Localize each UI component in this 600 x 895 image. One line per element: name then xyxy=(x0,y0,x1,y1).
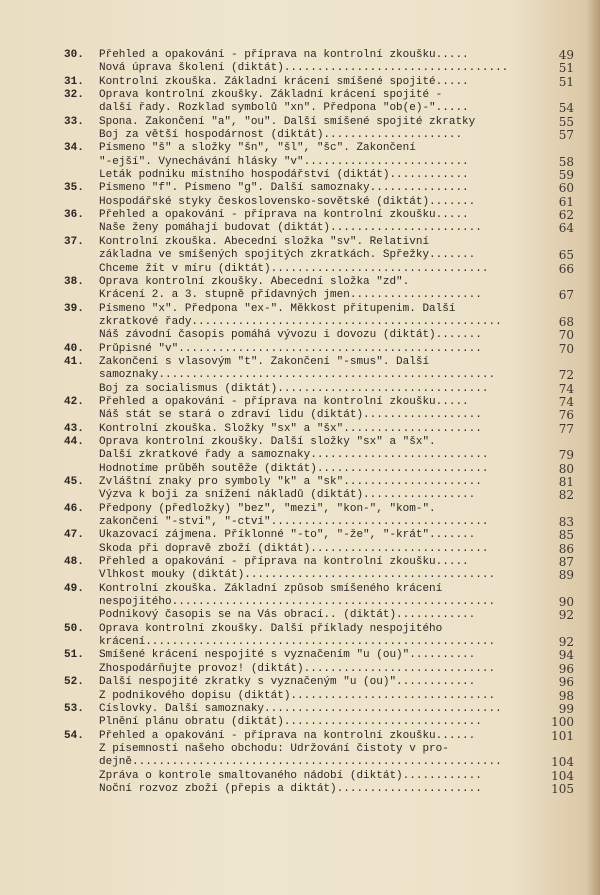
toc-entry xyxy=(64,196,574,209)
toc-entry xyxy=(64,62,574,75)
lesson-number: 30. xyxy=(64,49,84,61)
entry-title: "-ejší". Vynechávání hlásky "v"......................... xyxy=(99,155,469,168)
entry-title: Ukazovací zájmena. Příklonné "-to", "-že", "-krát"....... xyxy=(99,529,476,542)
entry-title: Zhospodárňujte provoz! (diktát)............................. xyxy=(99,662,496,675)
entry-title: Kontrolní zkouška. Abecední složka "sv". Relativní xyxy=(99,235,430,248)
entry-title: Průpisné "v".............................................. xyxy=(99,342,482,355)
entry-title: Přehled a opakování - příprava na kontrolní zkoušku..... xyxy=(99,395,469,408)
page-number: 89 xyxy=(558,568,574,583)
page-number: 101 xyxy=(551,728,574,743)
entry-title: Krácení 2. a 3. stupně přídavných jmen.................... xyxy=(99,289,482,302)
entry-title: Zpráva o kontrole smaltovaného nádobí (diktát)............ xyxy=(99,769,482,782)
entry-title: Náš závodní časopis pomáhá vývozu i dovozu (diktát)....... xyxy=(99,329,482,342)
entry-title: Zakončení s vlasovým "t". Zakončení "-smus". Další xyxy=(99,355,430,368)
toc-entry xyxy=(64,556,574,569)
page-number: 54 xyxy=(558,101,574,116)
page-number: 65 xyxy=(558,248,574,263)
page-number: 105 xyxy=(551,781,574,796)
page-number: 104 xyxy=(551,768,574,783)
entry-title: zkratkové řady............................................... xyxy=(99,315,502,328)
page-number: 87 xyxy=(558,555,574,570)
lesson-number: 31. xyxy=(64,75,84,88)
toc-entry xyxy=(64,156,574,169)
lesson-number: 32. xyxy=(64,89,84,102)
lesson-number: 53. xyxy=(64,702,84,715)
toc-entry xyxy=(64,249,574,262)
lesson-number: 54. xyxy=(64,729,84,742)
entry-title: Boj za socialismus (diktát)................................ xyxy=(99,382,489,395)
toc-entry xyxy=(64,209,574,222)
page-number: 57 xyxy=(558,128,574,143)
entry-title: Leták podniku místního hospodářství (diktát)............ xyxy=(99,169,469,182)
toc-entry xyxy=(64,463,574,476)
page-number: 70 xyxy=(558,341,574,356)
toc-entry xyxy=(64,236,574,249)
toc-entry xyxy=(64,503,574,516)
toc-entry xyxy=(64,383,574,396)
page-number: 96 xyxy=(558,661,574,676)
entry-title: Další nespojité zkratky s vyznačeným "u (ou)"............ xyxy=(99,676,476,689)
page-number: 68 xyxy=(558,314,574,329)
page-number: 96 xyxy=(558,675,574,690)
lesson-number: 45. xyxy=(64,476,84,488)
entry-title: Nová úprava školení (diktát).................................. xyxy=(99,62,509,75)
page-number: 94 xyxy=(558,648,574,663)
toc-entry xyxy=(64,169,574,182)
lesson-number: 36. xyxy=(64,209,84,222)
page-number: 66 xyxy=(558,261,574,276)
page-number: 55 xyxy=(558,114,574,129)
toc-entry xyxy=(64,609,574,622)
lesson-number: 44. xyxy=(64,435,84,448)
page-number: 81 xyxy=(558,475,574,489)
toc-entry xyxy=(64,663,574,676)
toc-entry xyxy=(64,369,574,382)
toc-entry xyxy=(64,623,574,636)
page-number: 51 xyxy=(558,61,574,76)
lesson-number: 47. xyxy=(64,529,84,542)
entry-title: Předpony (předložky) "bez", "mezi", "kon-", "kom-". xyxy=(99,502,436,515)
page-number: 77 xyxy=(558,421,574,436)
entry-title: Náš stát se stará o zdraví lidu (diktát).................. xyxy=(99,409,482,422)
entry-title: Naše ženy pomáhají budovat (diktát)....................... xyxy=(99,222,482,235)
entry-title: Spona. Zakončení "a", "ou". Další smíšené spojité zkratky xyxy=(99,115,476,128)
toc-entry xyxy=(64,516,574,529)
toc-entry xyxy=(64,583,574,596)
page-number: 82 xyxy=(558,488,574,503)
page-number: 104 xyxy=(551,755,574,770)
lesson-number: 41. xyxy=(64,355,84,368)
lesson-number: 49. xyxy=(64,582,84,595)
toc-entry xyxy=(64,730,574,743)
entry-title: Vlhkost mouky (diktát)...................................... xyxy=(99,569,496,582)
toc-entry xyxy=(64,703,574,716)
toc-entry xyxy=(64,423,574,436)
page-number: 74 xyxy=(558,381,574,396)
entry-title: Další zkratkové řady a samoznaky........................... xyxy=(99,449,489,462)
entry-title: Přehled a opakování - příprava na kontrolní zkoušku..... xyxy=(99,556,469,569)
entry-title: Plnění plánu obratu (diktát).............................. xyxy=(99,716,482,729)
page-number: 99 xyxy=(558,701,574,716)
lesson-number: 52. xyxy=(64,676,84,689)
entry-title: základna ve smíšených spojitých zkratkách. Spřežky....... xyxy=(99,249,476,262)
page-number: 90 xyxy=(558,595,574,610)
toc-entry xyxy=(64,343,574,356)
page-number: 61 xyxy=(558,194,574,209)
toc-entry xyxy=(64,316,574,329)
page-number: 76 xyxy=(558,408,574,423)
toc-entry xyxy=(64,89,574,102)
entry-title: Písmeno "x". Předpona "ex-". Měkkost přitupenim. Další xyxy=(99,302,456,315)
lesson-number: 42. xyxy=(64,395,84,408)
entry-title: další řady. Rozklad symbolů "xn". Předpona "ob(e)-"..... xyxy=(99,102,469,115)
toc-entry xyxy=(64,303,574,316)
entry-title: Boj za větší hospodárnost (diktát)..................... xyxy=(99,129,463,142)
page-number: 51 xyxy=(558,74,574,89)
entry-title: Číslovky. Další samoznaky.................................... xyxy=(99,702,502,715)
page-number: 59 xyxy=(558,168,574,183)
toc-entry xyxy=(64,102,574,115)
lesson-number: 46. xyxy=(64,502,84,515)
lesson-number: 40. xyxy=(64,342,84,355)
toc-entry xyxy=(64,529,574,542)
entry-title: Písmeno "f". Písmeno "g". Další samoznaky............... xyxy=(99,182,469,195)
toc-entry xyxy=(64,222,574,235)
toc-entry xyxy=(64,690,574,703)
toc-entry xyxy=(64,543,574,556)
toc-entry xyxy=(64,476,574,489)
toc-entry xyxy=(64,676,574,689)
table-of-contents xyxy=(64,49,574,796)
entry-title: zakončení "-stvi", "-ctví"................................. xyxy=(99,516,489,529)
lesson-number: 34. xyxy=(64,142,84,155)
page-number: 86 xyxy=(558,541,574,556)
entry-title: Přehled a opakování - příprava na kontrolní zkoušku..... xyxy=(99,49,469,61)
lesson-number: 48. xyxy=(64,556,84,569)
page-number: 79 xyxy=(558,448,574,463)
entry-title: Písmeno "š" a složky "šn", "šl", "šc". Zakončení xyxy=(99,142,416,155)
page-number: 85 xyxy=(558,528,574,543)
page-number: 64 xyxy=(558,221,574,236)
toc-entry xyxy=(64,436,574,449)
entry-title: Podnikový časopis se na Vás obrací.. (diktát)............ xyxy=(99,609,476,622)
toc-entry xyxy=(64,142,574,155)
page-number: 92 xyxy=(558,608,574,623)
toc-entry xyxy=(64,276,574,289)
entry-title: Smíšené krácení nespojité s vyznačením "u (ou)".......... xyxy=(99,649,476,662)
entry-title: samoznaky................................................... xyxy=(99,369,496,382)
toc-entry xyxy=(64,449,574,462)
entry-title: Z písemností našeho obchodu: Udržování čistoty v pro- xyxy=(99,742,449,755)
entry-title: Kontrolní zkouška. Základní krácení smíšené spojité..... xyxy=(99,75,469,88)
lesson-number: 37. xyxy=(64,235,84,248)
toc-entry xyxy=(64,76,574,89)
entry-title: dejně........................................................ xyxy=(99,756,502,769)
entry-title: Oprava kontrolní zkoušky. Další složky "sx" a "šx". xyxy=(99,435,436,448)
toc-entry xyxy=(64,770,574,783)
page-number: 83 xyxy=(558,515,574,530)
page-number: 80 xyxy=(558,461,574,476)
toc-entry xyxy=(64,289,574,302)
entry-title: Zvláštní znaky pro symboly "k" a "sk"..................... xyxy=(99,476,482,488)
entry-title: Kontrolní zkouška. Složky "sx" a "šx"..................... xyxy=(99,422,482,435)
entry-title: Škoda při dopravě zboží (diktát)........................... xyxy=(99,542,489,555)
page-number: 92 xyxy=(558,635,574,650)
page-number: 62 xyxy=(558,208,574,223)
lesson-number: 35. xyxy=(64,182,84,195)
page-number: 72 xyxy=(558,368,574,383)
toc-entry xyxy=(64,129,574,142)
entry-title: Chceme žít v míru (diktát)................................. xyxy=(99,262,489,275)
toc-entry xyxy=(64,263,574,276)
lesson-number: 33. xyxy=(64,115,84,128)
entry-title: nespojitého................................................. xyxy=(99,596,496,609)
page-number: 60 xyxy=(558,181,574,196)
toc-entry xyxy=(64,756,574,769)
toc-entry xyxy=(64,356,574,369)
page-number: 49 xyxy=(558,48,574,62)
toc-entry xyxy=(64,716,574,729)
toc-entry xyxy=(64,649,574,662)
page-number: 74 xyxy=(558,394,574,409)
page-number: 70 xyxy=(558,328,574,343)
page-number: 67 xyxy=(558,288,574,303)
entry-title: Kontrolní zkouška. Základní způsob smíšeného krácení xyxy=(99,582,443,595)
toc-entry xyxy=(64,182,574,195)
toc-entry xyxy=(64,329,574,342)
lesson-number: 39. xyxy=(64,302,84,315)
toc-entry xyxy=(64,596,574,609)
page-edge-shadow xyxy=(586,0,600,895)
toc-entry xyxy=(64,396,574,409)
lesson-number: 43. xyxy=(64,422,84,435)
toc-entry xyxy=(64,743,574,756)
lesson-number: 51. xyxy=(64,649,84,662)
lesson-number: 50. xyxy=(64,622,84,635)
entry-title: krácení..................................................... xyxy=(99,636,496,649)
lesson-number: 38. xyxy=(64,275,84,288)
page-number: 58 xyxy=(558,154,574,169)
entry-title: Přehled a opakování - příprava na kontrolní zkoušku..... xyxy=(99,209,469,222)
toc-entry xyxy=(64,49,574,62)
toc-entry xyxy=(64,636,574,649)
toc-entry xyxy=(64,489,574,502)
page-number: 100 xyxy=(551,715,574,730)
entry-title: Oprava kontrolní zkoušky. Další příklady nespojitého xyxy=(99,622,443,635)
entry-title: Z podnikového dopisu (diktát)............................... xyxy=(99,689,496,702)
entry-title: Oprava kontrolní zkoušky. Základní krácení spojité - xyxy=(99,89,443,102)
entry-title: Výzva k boji za snížení nákladů (diktát)................. xyxy=(99,489,476,502)
entry-title: Přehled a opakování - příprava na kontrolní zkoušku...... xyxy=(99,729,476,742)
toc-entry xyxy=(64,783,574,796)
entry-title: Hospodářské styky československo-sovětské (diktát)....... xyxy=(99,195,476,208)
entry-title: Oprava kontrolní zkoušky. Abecední složka "zd". xyxy=(99,275,410,288)
toc-entry xyxy=(64,116,574,129)
toc-entry xyxy=(64,409,574,422)
toc-entry xyxy=(64,569,574,582)
entry-title: Noční rozvoz zboží (přepis a diktát)...................... xyxy=(99,782,482,795)
page-number: 98 xyxy=(558,688,574,703)
entry-title: Hodnotíme průběh soutěže (diktát).......................... xyxy=(99,462,489,475)
